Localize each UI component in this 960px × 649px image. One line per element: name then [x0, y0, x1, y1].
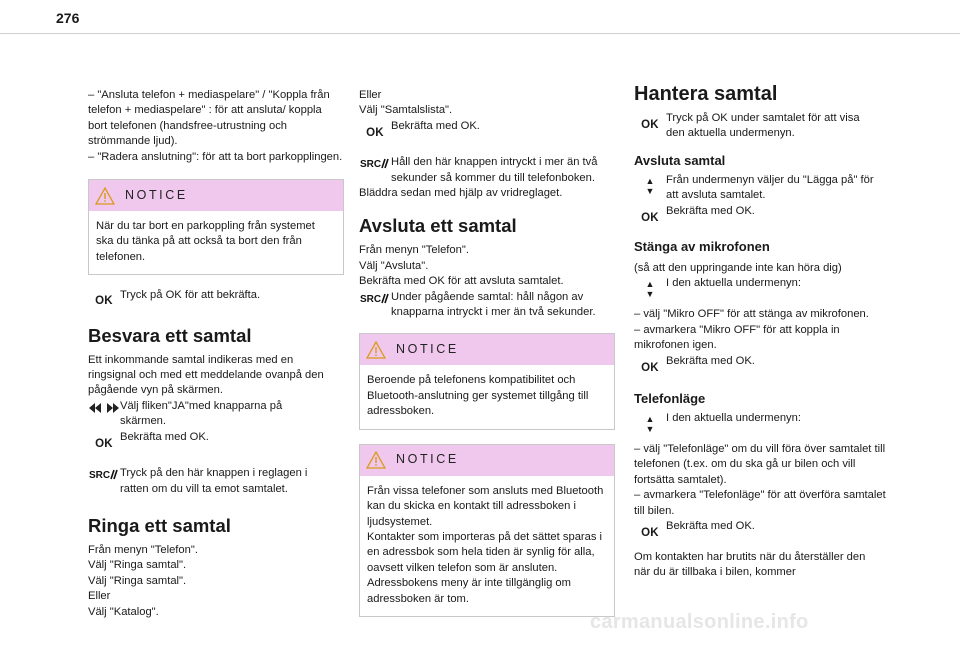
up-down-arrows-icon: ▲ ▼	[645, 279, 655, 300]
notice-title: NOTICE	[396, 452, 459, 467]
notice-title: NOTICE	[125, 187, 188, 202]
svg-text:SRC: SRC	[89, 470, 111, 481]
end-call-instruction	[634, 173, 890, 204]
ok-button-icon: OK	[641, 361, 659, 374]
end-call-text: Från undermenyn väljer du "Lägga på" för att avsluta samtalet.	[666, 173, 874, 202]
src-hold-instruction	[359, 155, 615, 186]
answer-paragraph: Ett inkommande samtal indikeras med en ringsignal och med ett meddelande ovanpå den pågående vyn på skärmen.	[88, 353, 324, 397]
mute-intro: (så att den uppringande inte kan höra dig)	[634, 262, 842, 275]
left-right-arrows-icon	[88, 403, 120, 413]
eller-line: Eller	[359, 89, 382, 101]
phone-paragraph-2: – avmarkera "Telefonläge" för att överföra samtalet till bilen.	[634, 489, 886, 517]
make-call-line: Från menyn "Telefon".	[88, 543, 198, 556]
scroll-text: Bläddra sedan med hjälp av vridreglaget.	[359, 187, 563, 200]
mute-paragraph-1: – välj "Mikro OFF" för att stänga av mikrofonen.	[634, 308, 869, 321]
manage-instruction	[634, 111, 890, 142]
src-end-text: Under pågående samtal: håll någon av knapparna intryckt i mer än två sekunder.	[391, 290, 596, 319]
up-down-arrows-icon: ▲ ▼	[645, 414, 655, 435]
mute-paragraph-2: – avmarkera "Mikro OFF" för att koppla in mikrofonen igen.	[634, 323, 840, 352]
notice-box-compatibility	[359, 333, 615, 429]
heading-make-call: Ringa ett samtal	[88, 514, 231, 536]
select-call-list: Välj "Samtalslista".	[359, 104, 453, 117]
make-call-line: Välj "Katalog".	[88, 605, 159, 618]
make-call-line: Välj "Ringa samtal".	[88, 559, 187, 572]
confirm-instruction	[634, 519, 890, 541]
confirm-text: Bekräfta med OK.	[666, 520, 755, 533]
warning-triangle-icon	[366, 451, 386, 469]
confirm-text: Bekräfta med OK.	[120, 430, 209, 443]
confirm-instruction	[634, 354, 890, 376]
src-steering-button-icon	[359, 292, 391, 304]
src-steering-button-icon	[359, 157, 391, 169]
ok-button-icon: OK	[641, 119, 659, 131]
heading-end-call: Avsluta ett samtal	[359, 215, 517, 237]
page-number: 276	[56, 10, 80, 26]
notice-text: När du tar bort en parkoppling från systemet ska du tänka på att också ta bort den från telefonen.	[96, 220, 315, 263]
column-1	[88, 88, 344, 620]
ok-instruction	[88, 285, 344, 309]
subheading-mute: Stänga av mikrofonen	[634, 239, 770, 255]
column-3	[634, 83, 890, 580]
src-instruction	[88, 466, 344, 497]
heading-answer-call: Besvara ett samtal	[88, 324, 252, 346]
confirm-instruction	[88, 430, 344, 452]
tab-instruction-text: Välj fliken"JA"med knapparna på skärmen.	[120, 399, 283, 428]
subheading-end-call: Avsluta samtal	[634, 152, 726, 168]
make-call-line: Välj "Ringa samtal".	[88, 574, 187, 587]
notice-text: Beroende på telefonens kompatibilitet och Bluetooth-anslutning ger systemet tillgång till adressboken.	[367, 374, 589, 418]
subheading-phone-mode: Telefonläge	[634, 391, 706, 407]
notice-header	[360, 445, 614, 476]
src-hold-text: Håll den här knappen intryckt i mer än två sekunder så kommer du till telefonboken.	[391, 156, 598, 184]
src-instruction-text: Tryck på den här knappen i reglagen i ratten om du vill ta emot samtalet.	[120, 467, 308, 495]
mute-menu-instruction	[634, 276, 890, 299]
confirm-instruction	[634, 204, 890, 226]
intro-paragraph-1: – "Ansluta telefon + mediaspelare" / "Koppla från telefon + mediaspelare" : för att ansluta/ koppla bort telefonen (handsfree-utrustning och strömmande ljud).	[88, 89, 330, 148]
ok-button-icon: OK	[95, 437, 113, 450]
svg-text:SRC: SRC	[360, 293, 382, 304]
heading-manage-calls: Hantera samtal	[634, 83, 778, 105]
ok-button-icon: OK	[95, 295, 113, 308]
warning-triangle-icon	[95, 187, 115, 205]
make-call-lines	[88, 543, 344, 620]
ok-button-icon: OK	[641, 211, 659, 224]
column-2	[359, 88, 615, 617]
warning-triangle-icon	[366, 341, 386, 359]
intro-paragraph-2: – "Radera anslutning": för att ta bort parkopplingen.	[88, 150, 343, 163]
ok-button-icon: OK	[366, 126, 384, 139]
end-call-line: Bekräfta med OK för att avsluta samtalet.	[359, 275, 564, 288]
tab-instruction	[88, 399, 344, 430]
footer-watermark: carmanualsonline.info	[590, 611, 809, 633]
up-down-arrows-icon: ▲ ▼	[645, 175, 655, 196]
src-steering-button-icon	[88, 468, 120, 480]
notice-header	[89, 180, 343, 211]
ok-instruction-text: Tryck på OK för att bekräfta.	[120, 289, 261, 302]
notice-header	[360, 334, 614, 365]
end-call-line: Välj "Avsluta".	[359, 259, 429, 272]
confirm-instruction	[359, 119, 615, 141]
end-call-line: Från menyn "Telefon".	[359, 244, 469, 257]
make-call-line: Eller	[88, 590, 111, 603]
confirm-text: Bekräfta med OK.	[666, 204, 755, 217]
phone-paragraph-1: – välj "Telefonläge" om du vill föra över samtalet till telefonen (t.ex. om du ska gå ur bilen och vill fortsätta samtalet).	[634, 443, 886, 486]
ok-button-icon: OK	[641, 527, 659, 540]
notice-box-contacts	[359, 444, 615, 617]
mute-menu-text: I den aktuella undermenyn:	[666, 277, 801, 290]
src-end-instruction	[359, 290, 615, 321]
confirm-text: Bekräfta med OK.	[666, 354, 755, 367]
phone-menu-text: I den aktuella undermenyn:	[666, 412, 801, 425]
svg-text:SRC: SRC	[360, 159, 382, 170]
notice-title: NOTICE	[396, 342, 459, 357]
manage-text: Tryck på OK under samtalet för att visa den aktuella undermenyn.	[666, 112, 860, 140]
notice-text: Från vissa telefoner som ansluts med Bluetooth kan du skicka en kontakt till adressboken i ljudsystemet. Kontakter som importeras på det sättet sparas i en adressbok som hela tiden är synlig för alla, oavsett vilken telefon som är ansluten. Adressbokens meny är inte tillgänglig om adressboken är tom.	[367, 484, 604, 605]
header-divider	[0, 33, 960, 34]
confirm-text: Bekräfta med OK.	[391, 119, 480, 132]
final-paragraph: Om kontakten har brutits när du återställer den när du är tillbaka i bilen, kommer	[634, 550, 866, 578]
phone-menu-instruction	[634, 411, 890, 434]
notice-box	[88, 179, 344, 275]
